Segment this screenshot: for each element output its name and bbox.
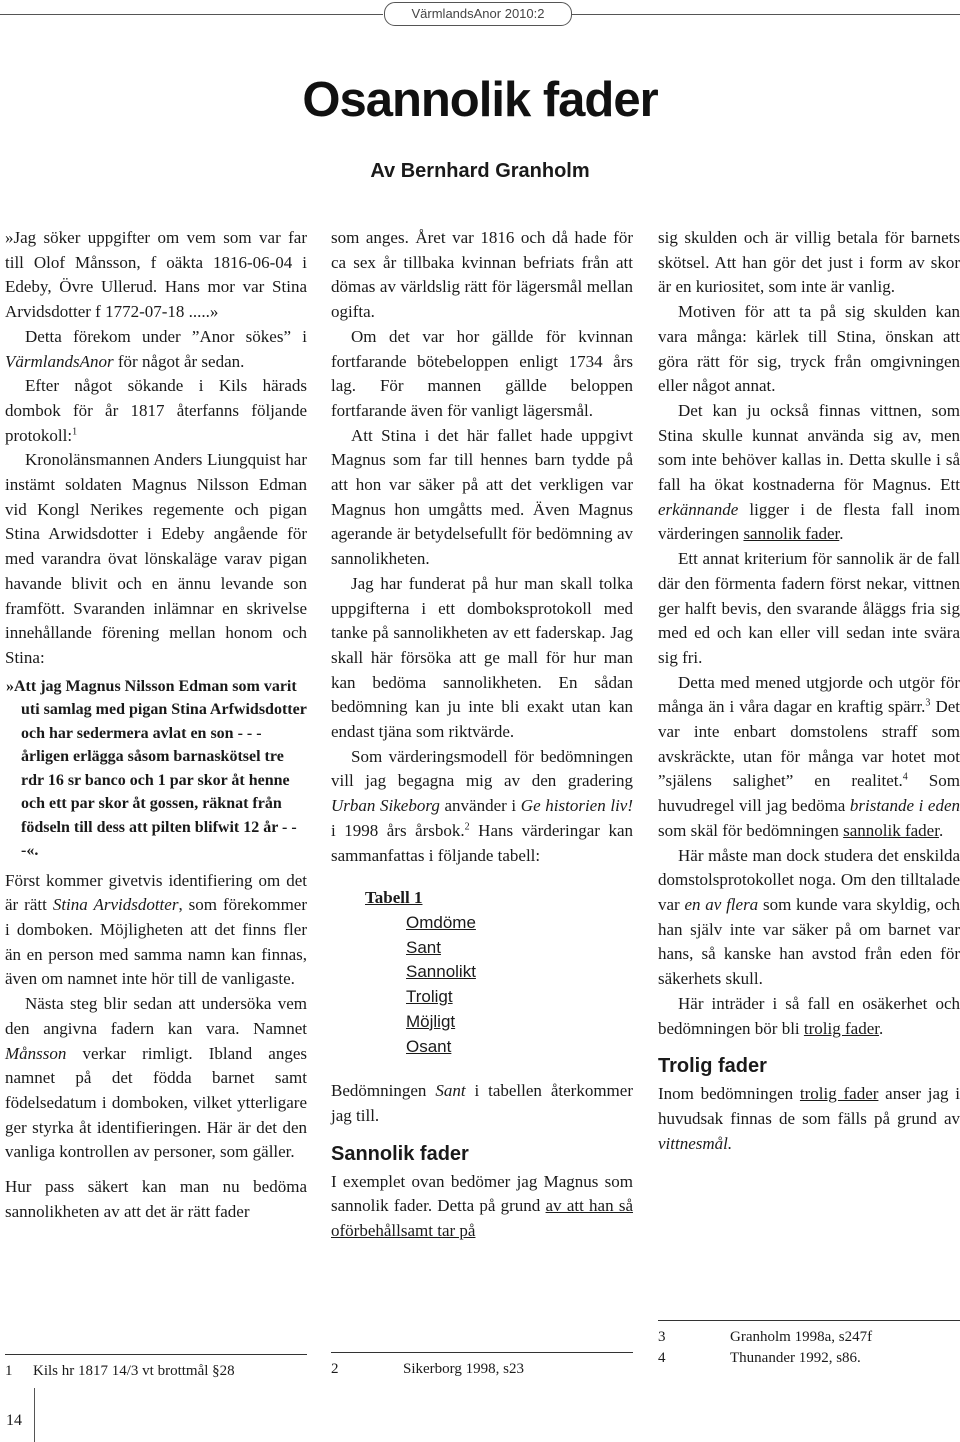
footnotes-col3 <box>658 1320 960 1369</box>
column-3 <box>658 226 960 1156</box>
footnote-ref: 1 <box>72 425 78 437</box>
footnotes-col1 <box>5 1354 307 1382</box>
paragraph: Hur pass säkert kan man nu bedöma sannolikheten av att det är rätt fader <box>5 1177 307 1221</box>
paragraph: Bedömningen Sant i tabellen återkommer jag till. <box>331 1081 633 1125</box>
paragraph: Det kan ju också finnas vittnen, som Stina skulle kunnat använda sig av, men som inte behöver kallas in. Detta skulle i så fall ha ökat kostnaderna för Magnus. Ett erkännande ligger i de flesta fall inom värderingen sannolik fader. <box>658 400 960 544</box>
footnote: 4 Thunander 1992, s86. <box>658 1350 861 1366</box>
table-item: Sant <box>406 937 441 957</box>
paragraph: Efter något sökande i Kils härads dombok för år 1817 återfanns följande protokoll:$^1$ <box>5 376 307 445</box>
paragraph: Här måste man dock studera det enskilda domstolsprotokollet noga. Om den tilltalade var en av flera som kunde vara skyldig, och han själv inte var säker på om barnet var hans, så kanske han avstod från eden för säkerhets skull. <box>658 845 960 989</box>
table-item: Sannolikt <box>406 962 476 982</box>
paragraph: Motiven för att ta på sig skulden kan vara många: kärlek till Stina, önskan att göra rätt för sig, tryck från omgivningen eller något annat. <box>658 302 960 396</box>
paragraph: Som värderingsmodell för bedömningen vill jag begagna mig av den gradering Urban Sikeborg använder i Ge historien liv! i 1998 års årsbok.$^2$ Hans värderingar kan sammanfattas i följande tabell: <box>331 746 634 865</box>
paragraph: »Jag söker uppgifter om vem som var far till Olof Månsson, f oäkta 1816-06-04 i Edeby, Övre Ullerud. Hans mor var Stina Arvidsdotter f 1772-07-18 .....» <box>5 228 307 322</box>
paragraph: Att Stina i det här fallet hade uppgivt Magnus som far till hennes barn tydde på att hon var säker på att det verkligen var Magnus hon umgåtts med. Även Magnus agerande är betydelsefullt för bedömning av sannolikheten. <box>331 425 633 569</box>
paragraph: som anges. Året var 1816 och då hade för ca sex år tillbaka kvinnan befriats från att dömas av världslig rätt för lägersmål mellan ogifta. <box>331 228 633 322</box>
paragraph: Kronolänsmannen Anders Liungquist har instämt soldaten Magnus Nilsson Edman vid Kongl Nerikes regemente och pigan Stina Arwidsdotter i Edeby angående för med varandra övat lönskaläge varav pigan havande blivit och en ännu levande son framfött. Svaranden inlämnar en skrivelse innehållande förening mellan honom och Stina: <box>5 450 307 667</box>
paragraph: Nästa steg blir sedan att undersöka vem den angivna fadern kan vara. Namnet Månsson verkar rimligt. Ibland anges namnet på det födda barnet samt födelsedatum i domboken, vilket ytterligare ger styrka åt identifieringen. Här är det den vanliga kontrollen av personer, som gäller. <box>5 994 307 1162</box>
section-heading: Sannolik fader <box>331 1142 469 1165</box>
footnote: 2 Sikerborg 1998, s23 <box>331 1361 524 1377</box>
table-1 <box>365 886 633 1059</box>
column-2 <box>331 226 633 1244</box>
footnote: 3 Granholm 1998a, s247f <box>658 1329 873 1345</box>
page-number: 14 <box>6 1412 22 1429</box>
paragraph: Detta med mened utgjorde och utgör för många än i våra dagar en kraftig spärr.$^3$ Det var inte enbart domstolens straff som avskräckte, utan för många var hotet mot ”själens salighet” en realitet.$^4$ Som huvudregel vill jag bedöma bristande i eden som skäl för bedömningen sannolik fader. <box>658 672 960 840</box>
header-rule-left <box>0 14 383 15</box>
page-margin-rule <box>34 1388 35 1442</box>
table-item: Troligt <box>406 987 453 1007</box>
court-quote: »Att jag Magnus Nilsson Edman som varit uti samlag med pigan Stina Arfwidsdotter och har sedermera avlat en son - - - årligen erlägga såsom barnaskötsel tre rdr 16 sr banco och 1 par skor åt henne och ett par skor åt gossen, räknat från födseln till dess att pilten blifwit 12 år - - -«. <box>6 677 307 860</box>
footnote-ref: 2 <box>464 821 470 833</box>
paragraph: Jag har funderat på hur man skall tolka uppgifterna i ett domboksprotokoll med tanke på sannolikheten av ett faderskap. Jag skall här försöka att ge mall för hur man kan bedöma sannolikheten. En sådan bedömning kan ju inte bli exakt utan kan endast tjäna som riktvärde. <box>331 573 633 742</box>
paragraph: Ett annat kriterium för sannolik är de fall där den förmenta fadern först nekar, vittnen ger halft bevis, den svarande åläggs fria sig med ed och kan eller vill sedan inte svära sig fri. <box>658 549 960 667</box>
section-heading: Trolig fader <box>658 1055 767 1078</box>
paragraph: Detta förekom under ”Anor sökes” i VärmlandsAnor för något år sedan. <box>5 326 307 371</box>
header-rule-right <box>572 14 960 15</box>
paragraph: Först kommer givetvis identifiering om det är rätt Stina Arvidsdotter, som förekommer i domboken. Möjligheten att det finns fler än en person med samma namn kan finnas, även om namnet inte hör till de vanligaste. <box>5 870 308 989</box>
table-item: Möjligt <box>406 1011 456 1031</box>
footnote: 1 Kils hr 1817 14/3 vt brottmål §28 <box>5 1363 235 1379</box>
footnote-ref: 4 <box>902 771 908 783</box>
article-author: Av Bernhard Granholm <box>370 160 590 182</box>
paragraph: sig skulden och är villig betala för barnets skötsel. Att han gör det just i form av skor är en kuriositet, som inte är vanlig. <box>658 228 960 297</box>
table-item: Omdöme <box>406 912 476 932</box>
paragraph: I exemplet ovan bedömer jag Magnus som sannolik fader. Detta på grund av att han så oförbehållsamt tar på <box>331 1171 633 1241</box>
paragraph: Inom bedömningen trolig fader anser jag i huvudsak finnas de som fälls på grund av vittnesmål. <box>658 1084 960 1153</box>
running-title: VärmlandsAnor 2010:2 <box>384 2 572 26</box>
column-1 <box>5 226 307 1225</box>
paragraph: Här inträder i så fall en osäkerhet och bedömningen bör bli trolig fader. <box>658 993 960 1038</box>
footnote-ref: 3 <box>925 697 931 709</box>
paragraph: Om det var hor gällde för kvinnan fortfarande bötebeloppen enligt 1734 års lag. För mannen gällde beloppen fortfarande även för vanligt lägersmål. <box>331 326 633 420</box>
article-title: Osannolik fader <box>302 73 658 127</box>
footnotes-col2 <box>331 1352 633 1380</box>
table-title: Tabell 1 <box>365 888 423 908</box>
table-item: Osant <box>406 1036 452 1056</box>
